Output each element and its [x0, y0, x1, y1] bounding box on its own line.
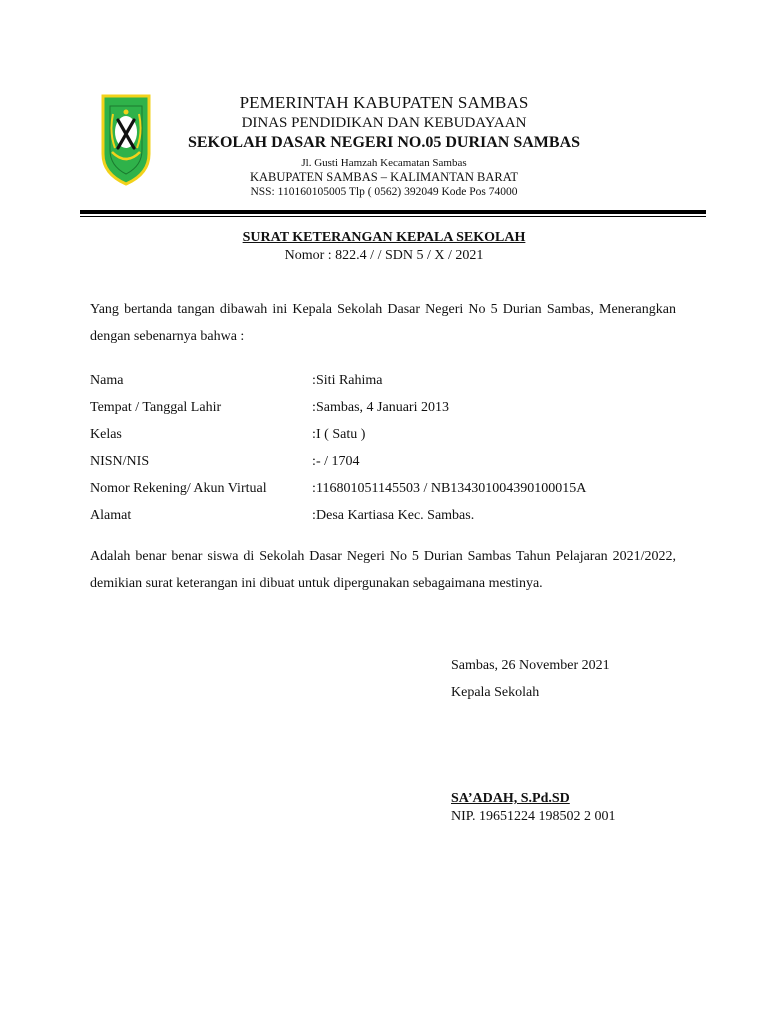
place-date: Sambas, 26 November 2021: [451, 658, 610, 673]
field-colon: :: [312, 427, 316, 442]
field-label: NISN/NIS: [90, 454, 150, 469]
school-contact: NSS: 110160105005 Tlp ( 0562) 392049 Kode Pos 74000: [250, 186, 518, 198]
signer-details: [451, 790, 616, 826]
letter-title: SURAT KETERANGAN KEPALA SEKOLAH: [242, 230, 526, 245]
field-colon: :: [312, 400, 316, 415]
field-colon: :: [312, 481, 316, 496]
field-row: [90, 394, 690, 421]
intro-paragraph: Yang bertanda tangan dibawah ini Kepala Sekolah Dasar Negeri No 5 Durian Sambas, Menerangkan dengan sebenarnya bahwa :: [90, 302, 676, 344]
closing-paragraph: Adalah benar benar siswa di Sekolah Dasar Negeri No 5 Durian Sambas Tahun Pelajaran 2021/2022, demikian surat keterangan ini dibuat untuk dipergunakan sebagaimana mestinya.: [90, 549, 676, 591]
field-value: - / 1704: [316, 454, 360, 469]
signer-name: SA’ADAH, S.Pd.SD: [451, 791, 570, 806]
field-value: 116801051145503 / NB134301004390100015A: [316, 481, 587, 496]
field-value: I ( Satu ): [316, 427, 366, 442]
field-label: Kelas: [90, 427, 122, 442]
signer-nip: NIP. 19651224 198502 2 001: [451, 809, 616, 824]
field-label: Nomor Rekening/ Akun Virtual: [90, 481, 267, 496]
field-colon: :: [312, 373, 316, 388]
letterhead: [160, 92, 608, 200]
field-row: [90, 502, 690, 529]
letterhead-divider-thin: [80, 216, 706, 217]
regency-emblem-icon: [100, 94, 152, 186]
field-value: Desa Kartiasa Kec. Sambas.: [316, 508, 475, 523]
school-street: Jl. Gusti Hamzah Kecamatan Sambas: [301, 157, 467, 169]
agency-name: DINAS PENDIDIKAN DAN KEBUDAYAAN: [241, 115, 527, 131]
school-region: KABUPATEN SAMBAS – KALIMANTAN BARAT: [249, 170, 518, 184]
letter-number: Nomor : 822.4 / / SDN 5 / X / 2021: [284, 248, 484, 263]
government-name: PEMERINTAH KABUPATEN SAMBAS: [239, 93, 529, 112]
field-row: [90, 367, 690, 394]
school-name: SEKOLAH DASAR NEGERI NO.05 DURIAN SAMBAS: [187, 134, 581, 151]
field-value: Sambas, 4 Januari 2013: [316, 400, 449, 415]
field-row: [90, 475, 690, 502]
letter-heading: [0, 228, 768, 264]
field-colon: :: [312, 454, 316, 469]
field-label: Alamat: [90, 508, 132, 523]
signer-position: Kepala Sekolah: [451, 685, 540, 700]
field-row: [90, 421, 690, 448]
field-label: Nama: [90, 373, 124, 388]
signature-block: [451, 652, 610, 706]
student-details: [90, 367, 690, 529]
field-row: [90, 448, 690, 475]
field-label: Tempat / Tanggal Lahir: [90, 400, 222, 415]
field-value: Siti Rahima: [316, 373, 383, 388]
field-colon: :: [312, 508, 316, 523]
letterhead-divider: [80, 210, 706, 214]
